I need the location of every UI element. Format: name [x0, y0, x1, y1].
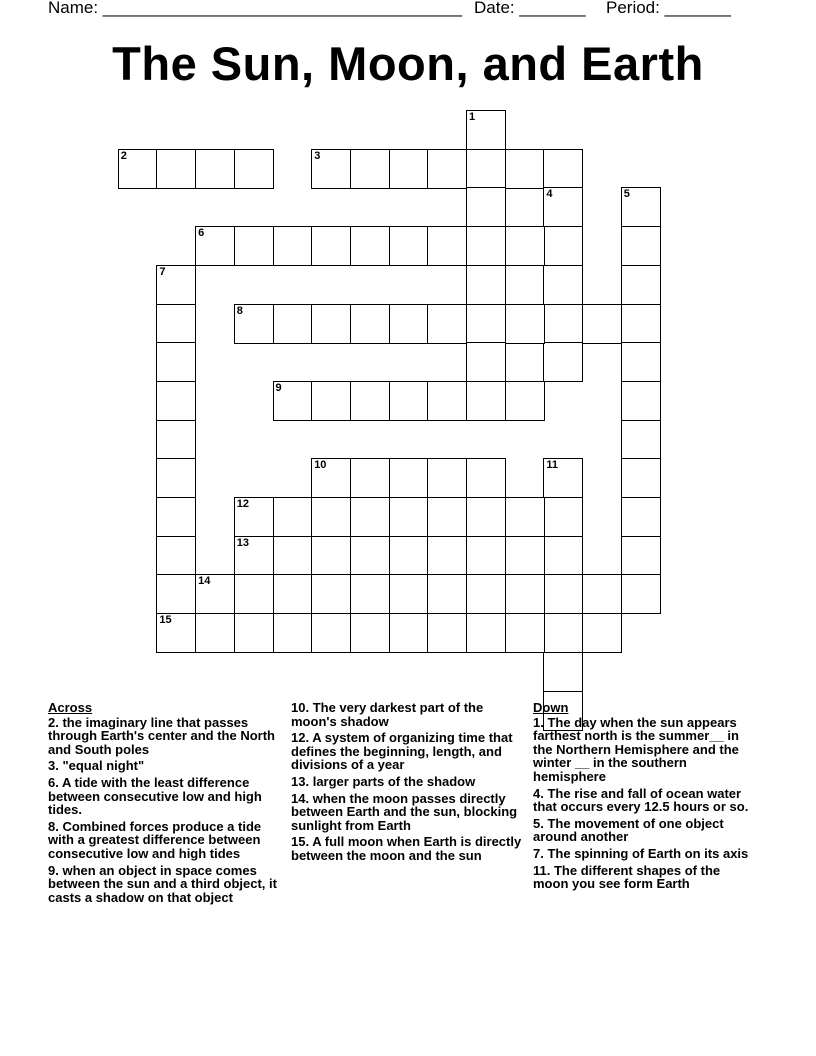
crossword-cell[interactable]	[543, 536, 583, 576]
crossword-cell[interactable]	[350, 574, 390, 614]
clue-number: 5	[623, 188, 630, 201]
crossword-cell[interactable]	[195, 613, 235, 653]
crossword-cell[interactable]	[466, 187, 506, 227]
down-clues-column	[533, 701, 755, 894]
crossword-cell[interactable]	[156, 458, 196, 498]
crossword-cell[interactable]	[543, 574, 583, 614]
clue-number: 13	[236, 536, 250, 549]
crossword-cell[interactable]	[389, 497, 429, 537]
crossword-cell[interactable]	[273, 381, 313, 421]
crossword-cell[interactable]	[350, 381, 390, 421]
across-clues-column-1	[48, 701, 284, 907]
clue-number: 6	[198, 227, 205, 240]
crossword-cell[interactable]	[156, 304, 196, 344]
crossword-cell[interactable]	[621, 574, 661, 614]
crossword-cell[interactable]	[427, 574, 467, 614]
crossword-cell[interactable]	[156, 381, 196, 421]
crossword-cell[interactable]	[582, 574, 622, 614]
clue-number: 11	[546, 459, 559, 472]
crossword-cell[interactable]	[195, 574, 235, 614]
crossword-cell[interactable]	[621, 342, 661, 382]
crossword-cell[interactable]	[427, 458, 467, 498]
crossword-cell[interactable]	[273, 536, 313, 576]
crossword-cell[interactable]	[350, 497, 390, 537]
crossword-cell[interactable]	[543, 342, 583, 382]
crossword-cell[interactable]	[427, 613, 467, 653]
clue-across-13: 13. larger parts of the shadow	[291, 773, 476, 789]
crossword-cell[interactable]	[311, 574, 351, 614]
crossword-cell[interactable]	[466, 342, 506, 382]
clue-across-14: 14. when the moon passes directly between Earth and the sun, blocking sunlight from Earth	[291, 790, 518, 833]
date-field[interactable]: Date: _______	[474, 0, 586, 17]
crossword-cell[interactable]	[234, 536, 274, 576]
crossword-cell[interactable]	[234, 497, 274, 537]
crossword-cell[interactable]	[466, 304, 506, 344]
clue-number: 15	[159, 614, 172, 627]
crossword-cell[interactable]	[311, 536, 351, 576]
crossword-cell[interactable]	[427, 536, 467, 576]
name-field[interactable]: Name: ______________________________________	[48, 0, 463, 17]
crossword-cell[interactable]	[389, 574, 429, 614]
crossword-cell[interactable]	[311, 497, 351, 537]
crossword-cell[interactable]	[156, 536, 196, 576]
crossword-cell[interactable]	[427, 304, 467, 344]
crossword-cell[interactable]	[389, 613, 429, 653]
crossword-cell[interactable]	[195, 149, 235, 189]
crossword-cell[interactable]	[427, 381, 467, 421]
clue-down-7: 7. The spinning of Earth on its axis	[533, 845, 749, 861]
crossword-cell[interactable]	[621, 381, 661, 421]
crossword-cell[interactable]	[543, 265, 583, 305]
crossword-cell[interactable]	[505, 536, 545, 576]
crossword-cell[interactable]	[621, 304, 661, 344]
clue-number: 12	[236, 498, 250, 510]
crossword-cell[interactable]	[389, 458, 429, 498]
crossword-cell[interactable]	[466, 497, 506, 537]
page-title: The Sun, Moon, and Earth	[112, 37, 704, 90]
crossword-cell[interactable]	[350, 149, 390, 189]
crossword-cell[interactable]	[311, 458, 351, 498]
clue-across-2: 2. the imaginary line that passes through Earth's center and the North and South poles	[48, 714, 275, 757]
crossword-cell[interactable]	[543, 304, 583, 344]
student-info-header	[0, 0, 816, 24]
crossword-cell[interactable]	[621, 420, 661, 460]
crossword-cell[interactable]	[621, 497, 661, 537]
crossword-cell[interactable]	[156, 420, 196, 460]
crossword-cell[interactable]	[350, 304, 390, 344]
crossword-cell[interactable]	[427, 497, 467, 537]
crossword-cell[interactable]	[505, 381, 545, 421]
clue-across-8: 8. Combined forces produce a tide with a greatest difference between consecutive low and high tides	[48, 818, 262, 861]
crossword-cell[interactable]	[234, 149, 274, 189]
clue-number: 7	[159, 265, 166, 278]
crossword-cell[interactable]	[311, 226, 351, 266]
clue-number: 14	[198, 575, 211, 588]
crossword-cell[interactable]	[505, 613, 545, 653]
crossword-cell[interactable]	[466, 613, 506, 653]
clue-down-1: 1. The day when the sun appears farthest north is the summer__ in the Northern Hemisphere and the winter __ in the southern hemisphere	[533, 714, 739, 784]
period-field[interactable]: Period: _______	[606, 0, 731, 17]
crossword-cell[interactable]	[543, 458, 583, 498]
clue-number: 9	[275, 381, 282, 394]
crossword-cell[interactable]	[389, 226, 429, 266]
crossword-cell[interactable]	[427, 226, 467, 266]
crossword-cell[interactable]	[389, 304, 429, 344]
crossword-cell[interactable]	[505, 574, 545, 614]
crossword-cell[interactable]	[156, 149, 196, 189]
clue-down-4: 4. The rise and fall of ocean water that occurs every 12.5 hours or so.	[533, 785, 749, 815]
clue-across-12: 12. A system of organizing time that defines the beginning, length, and divisions of a year	[291, 730, 513, 773]
clue-number: 2	[120, 149, 127, 162]
clue-across-6: 6. A tide with the least difference between consecutive low and high tides.	[48, 774, 262, 818]
clue-across-15: 15. A full moon when Earth is directly between the moon and the sun	[291, 834, 522, 863]
crossword-cell[interactable]	[389, 149, 429, 189]
crossword-cell[interactable]	[466, 265, 506, 305]
crossword-cell[interactable]	[505, 149, 545, 189]
across-heading: Across	[48, 700, 93, 715]
crossword-cell[interactable]	[234, 226, 274, 266]
clue-down-5: 5. The movement of one object around another	[533, 815, 724, 845]
crossword-cell[interactable]	[621, 265, 661, 305]
crossword-cell[interactable]	[311, 149, 351, 189]
crossword-cell[interactable]	[543, 613, 583, 653]
clue-down-11: 11. The different shapes of the moon you see form Earth	[533, 862, 721, 892]
crossword-cell[interactable]	[350, 536, 390, 576]
crossword-cell[interactable]	[466, 458, 506, 498]
crossword-cell[interactable]	[234, 613, 274, 653]
crossword-cell[interactable]	[311, 381, 351, 421]
crossword-cell[interactable]	[389, 381, 429, 421]
crossword-cell[interactable]	[311, 613, 351, 653]
crossword-cell[interactable]	[621, 536, 661, 576]
crossword-cell[interactable]	[273, 226, 313, 266]
crossword-cell[interactable]	[543, 652, 583, 692]
crossword-cell[interactable]	[466, 149, 506, 189]
clue-across-9: 9. when an object in space comes between the sun and a third object, it casts a shadow on that object	[48, 862, 277, 905]
crossword-cell[interactable]	[582, 613, 622, 653]
crossword-cell[interactable]	[505, 226, 545, 266]
clue-number: 3	[314, 149, 321, 162]
crossword-cell[interactable]	[156, 342, 196, 382]
crossword-cell[interactable]	[427, 149, 467, 189]
clue-across-10: 10. The very darkest part of the moon's shadow	[291, 700, 484, 729]
crossword-cell[interactable]	[621, 458, 661, 498]
crossword-cell[interactable]	[543, 187, 583, 227]
crossword-cell[interactable]	[156, 613, 196, 653]
crossword-cell[interactable]	[466, 381, 506, 421]
crossword-cell[interactable]	[273, 574, 313, 614]
crossword-cell[interactable]	[234, 574, 274, 614]
crossword-cell[interactable]	[273, 304, 313, 344]
down-heading: Down	[533, 700, 569, 715]
crossword-cell[interactable]	[466, 110, 506, 150]
crossword-cell[interactable]	[505, 497, 545, 537]
crossword-cell[interactable]	[543, 149, 583, 189]
crossword-cell[interactable]	[466, 574, 506, 614]
crossword-cell[interactable]	[505, 304, 545, 344]
crossword-cell[interactable]	[156, 265, 196, 305]
crossword-cell[interactable]	[389, 536, 429, 576]
crossword-cell[interactable]	[156, 497, 196, 537]
crossword-cell[interactable]	[118, 149, 158, 189]
across-clues-column-2	[291, 701, 527, 866]
crossword-cell[interactable]	[543, 226, 583, 266]
crossword-cell[interactable]	[234, 304, 274, 344]
crossword-cell[interactable]	[466, 226, 506, 266]
crossword-cell[interactable]	[350, 458, 390, 498]
crossword-cell[interactable]	[582, 304, 622, 344]
clue-number: 10	[314, 459, 327, 472]
crossword-cell[interactable]	[621, 226, 661, 266]
crossword-cell[interactable]	[350, 613, 390, 653]
clue-across-3: 3. "equal night"	[48, 758, 145, 774]
clue-number: 4	[546, 188, 553, 201]
crossword-cell[interactable]	[156, 574, 196, 614]
clue-number: 1	[469, 111, 476, 123]
crossword-cell[interactable]	[543, 497, 583, 537]
crossword-cell[interactable]	[311, 304, 351, 344]
crossword-cell[interactable]	[273, 497, 313, 537]
crossword-cell[interactable]	[350, 226, 390, 266]
crossword-cell[interactable]	[273, 613, 313, 653]
clue-number: 8	[236, 304, 243, 317]
crossword-cell[interactable]	[621, 187, 661, 227]
crossword-cell[interactable]	[195, 226, 235, 266]
crossword-cell[interactable]	[466, 536, 506, 576]
